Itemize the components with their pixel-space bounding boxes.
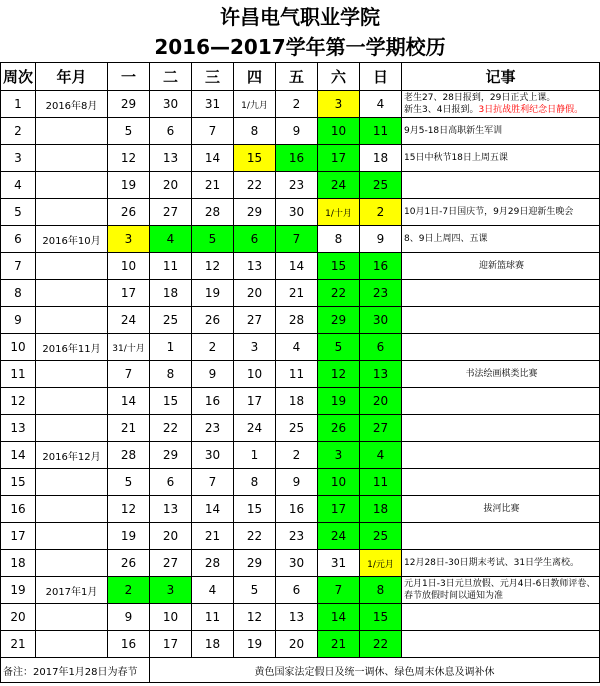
day-cell-wed: 23 [192, 415, 234, 442]
day-cell-tue: 6 [150, 469, 192, 496]
day-cell-fri: 16 [276, 496, 318, 523]
header-tue: 二 [150, 63, 192, 91]
day-cell-sat: 24 [318, 172, 360, 199]
day-cell-mon: 5 [108, 469, 150, 496]
day-cell-thu: 29 [234, 550, 276, 577]
day-cell-tue: 10 [150, 604, 192, 631]
day-cell-wed: 21 [192, 523, 234, 550]
table-row [1, 577, 600, 604]
day-cell-fri: 2 [276, 442, 318, 469]
day-cell-sat: 29 [318, 307, 360, 334]
day-cell-thu: 29 [234, 199, 276, 226]
day-cell-sun: 2 [360, 199, 402, 226]
day-cell-wed: 26 [192, 307, 234, 334]
month-cell [36, 550, 108, 577]
month-cell [36, 172, 108, 199]
note-line: 老生27、28日报到，29日正式上课。 [404, 93, 556, 103]
note-holiday-text: 3日抗战胜利纪念日静假。 [478, 105, 584, 115]
day-cell-sat: 3 [318, 442, 360, 469]
week-number: 16 [1, 496, 36, 523]
day-cell-wed: 28 [192, 199, 234, 226]
day-cell-fri: 9 [276, 469, 318, 496]
header-sat: 六 [318, 63, 360, 91]
day-cell-thu: 6 [234, 226, 276, 253]
note-cell: 9月5-18日高职新生军训 [402, 118, 600, 145]
day-cell-wed: 30 [192, 442, 234, 469]
month-cell [36, 604, 108, 631]
day-cell-mon: 21 [108, 415, 150, 442]
note-cell [402, 523, 600, 550]
day-cell-thu: 12 [234, 604, 276, 631]
day-cell-tue: 11 [150, 253, 192, 280]
note-cell [402, 469, 600, 496]
footer-legend: 黄色国家法定假日及统一调休、绿色周末休息及调补休 [150, 658, 600, 683]
day-cell-fri: 23 [276, 523, 318, 550]
note-cell [402, 631, 600, 658]
note-cell: 8、9日上周四、五课 [402, 226, 600, 253]
header-week: 周次 [1, 63, 36, 91]
day-cell-sun: 27 [360, 415, 402, 442]
day-cell-tue: 8 [150, 361, 192, 388]
day-cell-thu: 13 [234, 253, 276, 280]
day-cell-thu: 15 [234, 496, 276, 523]
table-row [1, 604, 600, 631]
day-cell-sat: 24 [318, 523, 360, 550]
header-sun: 日 [360, 63, 402, 91]
table-row [1, 145, 600, 172]
day-cell-thu: 8 [234, 469, 276, 496]
day-cell-thu: 3 [234, 334, 276, 361]
table-row [1, 631, 600, 658]
note-cell [402, 91, 600, 118]
note-cell [402, 442, 600, 469]
day-cell-fri: 4 [276, 334, 318, 361]
note-cell: 15日中秋节18日上周五课 [402, 145, 600, 172]
note-cell: 迎新篮球赛 [402, 253, 600, 280]
note-cell: 拔河比赛 [402, 496, 600, 523]
month-cell [36, 280, 108, 307]
week-number: 14 [1, 442, 36, 469]
day-cell-thu: 17 [234, 388, 276, 415]
day-cell-fri: 2 [276, 91, 318, 118]
day-cell-tue: 6 [150, 118, 192, 145]
week-number: 21 [1, 631, 36, 658]
month-cell: 2016年10月 [36, 226, 108, 253]
table-row [1, 388, 600, 415]
table-row [1, 253, 600, 280]
day-cell-thu: 1/九月 [234, 91, 276, 118]
day-cell-sun: 23 [360, 280, 402, 307]
week-number: 4 [1, 172, 36, 199]
note-cell [402, 280, 600, 307]
day-cell-sat: 17 [318, 496, 360, 523]
week-number: 18 [1, 550, 36, 577]
day-cell-mon: 17 [108, 280, 150, 307]
note-cell [402, 334, 600, 361]
day-cell-fri: 14 [276, 253, 318, 280]
day-cell-sat: 17 [318, 145, 360, 172]
day-cell-sun: 11 [360, 469, 402, 496]
table-row [1, 334, 600, 361]
header-mon: 一 [108, 63, 150, 91]
month-cell: 2016年12月 [36, 442, 108, 469]
day-cell-mon: 28 [108, 442, 150, 469]
day-cell-sun: 9 [360, 226, 402, 253]
week-number: 5 [1, 199, 36, 226]
table-row [1, 496, 600, 523]
day-cell-thu: 20 [234, 280, 276, 307]
week-number: 7 [1, 253, 36, 280]
header-fri: 五 [276, 63, 318, 91]
month-cell [36, 145, 108, 172]
day-cell-thu: 27 [234, 307, 276, 334]
table-row [1, 199, 600, 226]
note-cell [402, 604, 600, 631]
footer-remark: 备注：2017年1月28日为春节 [1, 658, 150, 683]
month-cell [36, 307, 108, 334]
day-cell-wed: 9 [192, 361, 234, 388]
day-cell-sat: 5 [318, 334, 360, 361]
note-line [404, 104, 599, 116]
day-cell-fri: 6 [276, 577, 318, 604]
week-number: 2 [1, 118, 36, 145]
day-cell-thu: 5 [234, 577, 276, 604]
day-cell-sun: 4 [360, 91, 402, 118]
note-cell: 12月28日-30日期末考试、31日学生离校。 [402, 550, 600, 577]
week-number: 12 [1, 388, 36, 415]
day-cell-sun: 22 [360, 631, 402, 658]
day-cell-fri: 28 [276, 307, 318, 334]
week-number: 17 [1, 523, 36, 550]
page-title: 许昌电气职业学院 [220, 5, 380, 29]
day-cell-thu: 19 [234, 631, 276, 658]
day-cell-thu: 22 [234, 523, 276, 550]
month-cell [36, 469, 108, 496]
day-cell-wed: 2 [192, 334, 234, 361]
day-cell-tue: 27 [150, 199, 192, 226]
table-row [1, 523, 600, 550]
day-cell-sun: 11 [360, 118, 402, 145]
day-cell-tue: 22 [150, 415, 192, 442]
day-cell-mon: 7 [108, 361, 150, 388]
footer-row [1, 658, 600, 683]
day-cell-thu: 1 [234, 442, 276, 469]
day-cell-wed: 31 [192, 91, 234, 118]
day-cell-sun: 15 [360, 604, 402, 631]
day-cell-sat: 31 [318, 550, 360, 577]
day-cell-tue: 13 [150, 496, 192, 523]
table-row [1, 226, 600, 253]
day-cell-mon: 10 [108, 253, 150, 280]
table-row [1, 469, 600, 496]
header-notes: 记事 [402, 63, 600, 91]
day-cell-sat: 15 [318, 253, 360, 280]
week-number: 15 [1, 469, 36, 496]
day-cell-wed: 14 [192, 496, 234, 523]
day-cell-thu: 8 [234, 118, 276, 145]
month-cell: 2016年11月 [36, 334, 108, 361]
day-cell-tue: 4 [150, 226, 192, 253]
month-cell [36, 415, 108, 442]
day-cell-mon: 19 [108, 172, 150, 199]
day-cell-fri: 18 [276, 388, 318, 415]
week-number: 3 [1, 145, 36, 172]
day-cell-wed: 16 [192, 388, 234, 415]
week-number: 19 [1, 577, 36, 604]
day-cell-sat: 14 [318, 604, 360, 631]
header-row [1, 63, 600, 91]
day-cell-tue: 20 [150, 172, 192, 199]
week-number: 1 [1, 91, 36, 118]
day-cell-tue: 18 [150, 280, 192, 307]
table-row [1, 415, 600, 442]
table-row [1, 91, 600, 118]
day-cell-fri: 25 [276, 415, 318, 442]
day-cell-sun: 4 [360, 442, 402, 469]
day-cell-thu: 15 [234, 145, 276, 172]
day-cell-tue: 13 [150, 145, 192, 172]
day-cell-mon: 12 [108, 496, 150, 523]
day-cell-sat: 19 [318, 388, 360, 415]
day-cell-mon: 16 [108, 631, 150, 658]
day-cell-sat: 8 [318, 226, 360, 253]
day-cell-sun: 18 [360, 496, 402, 523]
day-cell-thu: 22 [234, 172, 276, 199]
day-cell-tue: 29 [150, 442, 192, 469]
day-cell-tue: 15 [150, 388, 192, 415]
day-cell-mon: 2 [108, 577, 150, 604]
day-cell-fri: 11 [276, 361, 318, 388]
page-subtitle: 2016—2017学年第一学期校历 [154, 35, 446, 59]
day-cell-mon: 5 [108, 118, 150, 145]
week-number: 11 [1, 361, 36, 388]
day-cell-mon: 12 [108, 145, 150, 172]
day-cell-wed: 19 [192, 280, 234, 307]
day-cell-sat: 12 [318, 361, 360, 388]
day-cell-sat: 10 [318, 118, 360, 145]
day-cell-sun: 25 [360, 523, 402, 550]
day-cell-fri: 30 [276, 199, 318, 226]
day-cell-mon: 26 [108, 199, 150, 226]
month-cell [36, 199, 108, 226]
week-number: 8 [1, 280, 36, 307]
day-cell-fri: 21 [276, 280, 318, 307]
day-cell-fri: 30 [276, 550, 318, 577]
day-cell-wed: 28 [192, 550, 234, 577]
month-cell [36, 496, 108, 523]
note-cell [402, 307, 600, 334]
month-cell [36, 388, 108, 415]
day-cell-thu: 10 [234, 361, 276, 388]
note-cell: 元月1日-3日元旦放假、元月4日-6日教师评卷、春节放假时间以通知为准 [402, 577, 600, 604]
note-cell: 10月1日-7日国庆节，9月29日迎新生晚会 [402, 199, 600, 226]
day-cell-thu: 24 [234, 415, 276, 442]
month-cell [36, 361, 108, 388]
day-cell-fri: 7 [276, 226, 318, 253]
table-row [1, 361, 600, 388]
day-cell-mon: 31/十月 [108, 334, 150, 361]
month-cell: 2017年1月 [36, 577, 108, 604]
day-cell-fri: 9 [276, 118, 318, 145]
day-cell-wed: 18 [192, 631, 234, 658]
week-number: 13 [1, 415, 36, 442]
week-number: 10 [1, 334, 36, 361]
day-cell-wed: 5 [192, 226, 234, 253]
day-cell-mon: 14 [108, 388, 150, 415]
table-row [1, 550, 600, 577]
month-cell [36, 253, 108, 280]
day-cell-sun: 30 [360, 307, 402, 334]
day-cell-sun: 20 [360, 388, 402, 415]
month-cell [36, 631, 108, 658]
table-row [1, 442, 600, 469]
day-cell-wed: 12 [192, 253, 234, 280]
header-wed: 三 [192, 63, 234, 91]
header-thu: 四 [234, 63, 276, 91]
table-row [1, 307, 600, 334]
day-cell-wed: 21 [192, 172, 234, 199]
day-cell-tue: 1 [150, 334, 192, 361]
day-cell-fri: 13 [276, 604, 318, 631]
day-cell-sat: 26 [318, 415, 360, 442]
day-cell-mon: 19 [108, 523, 150, 550]
day-cell-fri: 23 [276, 172, 318, 199]
day-cell-mon: 9 [108, 604, 150, 631]
note-cell [402, 172, 600, 199]
day-cell-fri: 16 [276, 145, 318, 172]
table-row [1, 280, 600, 307]
month-cell [36, 118, 108, 145]
day-cell-wed: 7 [192, 469, 234, 496]
day-cell-wed: 14 [192, 145, 234, 172]
day-cell-tue: 30 [150, 91, 192, 118]
day-cell-tue: 27 [150, 550, 192, 577]
table-row [1, 172, 600, 199]
day-cell-sun: 6 [360, 334, 402, 361]
day-cell-sun: 25 [360, 172, 402, 199]
day-cell-sun: 18 [360, 145, 402, 172]
day-cell-mon: 26 [108, 550, 150, 577]
day-cell-tue: 25 [150, 307, 192, 334]
day-cell-sat: 22 [318, 280, 360, 307]
day-cell-sun: 8 [360, 577, 402, 604]
day-cell-mon: 3 [108, 226, 150, 253]
week-number: 9 [1, 307, 36, 334]
week-number: 20 [1, 604, 36, 631]
day-cell-wed: 11 [192, 604, 234, 631]
calendar-table [0, 62, 600, 683]
day-cell-sun: 1/元月 [360, 550, 402, 577]
day-cell-sat: 3 [318, 91, 360, 118]
day-cell-sat: 1/十月 [318, 199, 360, 226]
note-cell: 书法绘画棋类比赛 [402, 361, 600, 388]
day-cell-wed: 7 [192, 118, 234, 145]
day-cell-wed: 4 [192, 577, 234, 604]
day-cell-sun: 16 [360, 253, 402, 280]
table-row [1, 118, 600, 145]
day-cell-sat: 21 [318, 631, 360, 658]
header-month: 年月 [36, 63, 108, 91]
note-text: 新生3、4日报到。 [404, 105, 479, 115]
day-cell-tue: 17 [150, 631, 192, 658]
day-cell-fri: 20 [276, 631, 318, 658]
day-cell-sat: 10 [318, 469, 360, 496]
day-cell-tue: 3 [150, 577, 192, 604]
day-cell-tue: 20 [150, 523, 192, 550]
day-cell-mon: 29 [108, 91, 150, 118]
day-cell-sun: 13 [360, 361, 402, 388]
note-cell [402, 388, 600, 415]
note-cell [402, 415, 600, 442]
month-cell: 2016年8月 [36, 91, 108, 118]
day-cell-sat: 7 [318, 577, 360, 604]
month-cell [36, 523, 108, 550]
day-cell-mon: 24 [108, 307, 150, 334]
week-number: 6 [1, 226, 36, 253]
